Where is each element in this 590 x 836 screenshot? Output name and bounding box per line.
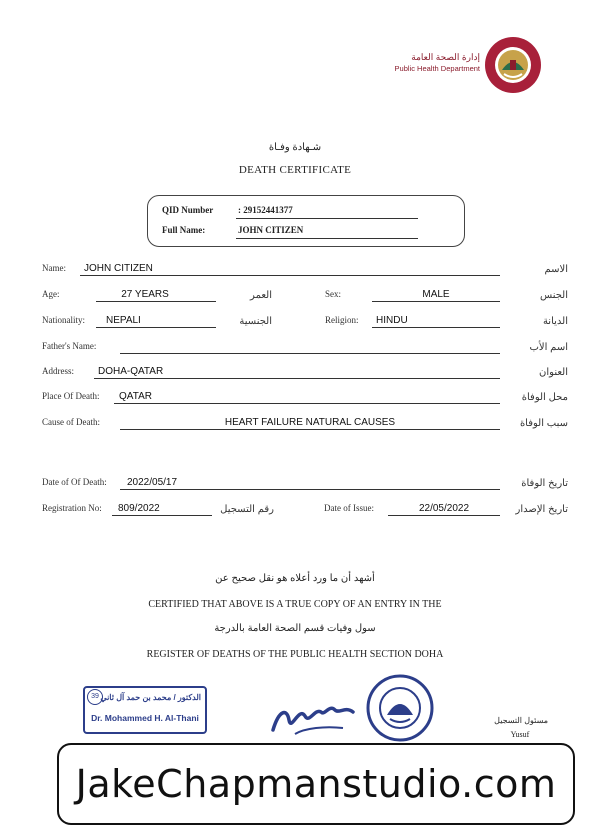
nationality-label-arabic: الجنسية [239, 316, 272, 327]
religion-label: Religion: [325, 315, 359, 325]
father-name-underline [120, 353, 500, 354]
watermark-banner [57, 743, 575, 825]
title-arabic: شـهادة وفـاة [268, 142, 322, 153]
doctor-name-arabic: الدكتور / محمد بن حمد آل ثاني [100, 693, 201, 702]
nationality-label: Nationality: [42, 315, 85, 325]
cause-of-death-label: Cause of Death: [42, 417, 100, 427]
certification-line-1-english: CERTIFIED THAT ABOVE IS A TRUE COPY OF AN ENTRY IN THE [148, 599, 442, 610]
date-of-death-underline [120, 489, 500, 490]
department-name-arabic: إدارة الصحة العامة [411, 52, 480, 62]
date-of-issue-label-arabic: تاريخ الإصدار [515, 504, 568, 515]
watermark-text: JakeChapmanstudio.com [75, 762, 557, 806]
age-label: Age: [42, 289, 60, 299]
certification-line-1-arabic: أشهد أن ما ورد أعلاه هو نقل صحيح عن [215, 573, 375, 584]
age-label-arabic: العمر [250, 290, 272, 301]
qid-underline [236, 218, 418, 219]
ministry-seal-logo [484, 36, 542, 94]
sex-label-arabic: الجنس [539, 290, 568, 301]
department-name-english: Public Health Department [394, 64, 480, 73]
religion-label-arabic: الديانة [542, 316, 568, 327]
registration-no-underline [112, 515, 212, 516]
full-name-underline [236, 238, 418, 239]
cause-of-death-underline [120, 429, 500, 430]
signature [265, 690, 365, 740]
sex-underline [372, 301, 500, 302]
age-underline [96, 301, 216, 302]
address-underline [94, 378, 500, 379]
place-of-death-value: QATAR [119, 391, 152, 402]
place-of-death-underline [114, 403, 500, 404]
religion-value: HINDU [376, 315, 408, 326]
qid-label: QID Number [162, 205, 214, 215]
qid-value: : 29152441377 [238, 205, 293, 215]
name-label: Name: [42, 263, 66, 273]
certification-line-2-english: REGISTER OF DEATHS OF THE PUBLIC HEALTH SECTION DOHA [146, 649, 444, 660]
doctor-stamp-number: 39 [87, 689, 103, 705]
name-value: JOHN CITIZEN [84, 263, 153, 274]
date-of-issue-value: 22/05/2022 [418, 503, 470, 514]
registrar-name: Yusuf [510, 730, 530, 739]
doctor-stamp [83, 686, 207, 734]
registrar-label-arabic: مسئول التسجيل [494, 716, 548, 725]
address-label-arabic: العنوان [539, 367, 568, 378]
religion-underline [372, 327, 500, 328]
sex-label: Sex: [325, 289, 342, 299]
registration-no-value: 809/2022 [118, 503, 160, 514]
sex-value: MALE [422, 289, 450, 300]
father-name-label: Father's Name: [42, 341, 97, 351]
address-label: Address: [42, 366, 74, 376]
doctor-name-english: Dr. Mohammed H. Al-Thani [91, 713, 199, 723]
cause-of-death-value: HEART FAILURE NATURAL CAUSES [224, 417, 396, 428]
registration-no-label-arabic: رقم التسجيل [220, 504, 274, 515]
date-of-issue-label: Date of Issue: [324, 503, 374, 513]
full-name-value: JOHN CITIZEN [238, 225, 304, 235]
qid-box [147, 195, 465, 247]
certification-line-2-arabic: سول وفيات قسم الصحة العامة بالدرجة [214, 623, 376, 634]
father-name-label-arabic: اسم الأب [529, 342, 568, 353]
title-english: DEATH CERTIFICATE [238, 164, 352, 176]
date-of-issue-underline [388, 515, 500, 516]
address-value: DOHA-QATAR [98, 366, 164, 377]
cause-of-death-label-arabic: سبب الوفاة [519, 418, 568, 429]
official-round-seal [365, 673, 435, 743]
name-label-arabic: الاسم [544, 264, 568, 275]
place-of-death-label: Place Of Death: [42, 391, 100, 401]
date-of-death-label-arabic: تاريخ الوفاة [521, 478, 568, 489]
registration-no-label: Registration No: [42, 503, 102, 513]
nationality-underline [96, 327, 216, 328]
date-of-death-label: Date of Of Death: [42, 477, 107, 487]
date-of-death-value: 2022/05/17 [127, 477, 178, 488]
place-of-death-label-arabic: محل الوفاة [521, 392, 568, 403]
full-name-label: Full Name: [162, 225, 206, 235]
age-value: 27 YEARS [121, 289, 169, 300]
nationality-value: NEPALI [106, 315, 141, 326]
name-underline [80, 275, 500, 276]
